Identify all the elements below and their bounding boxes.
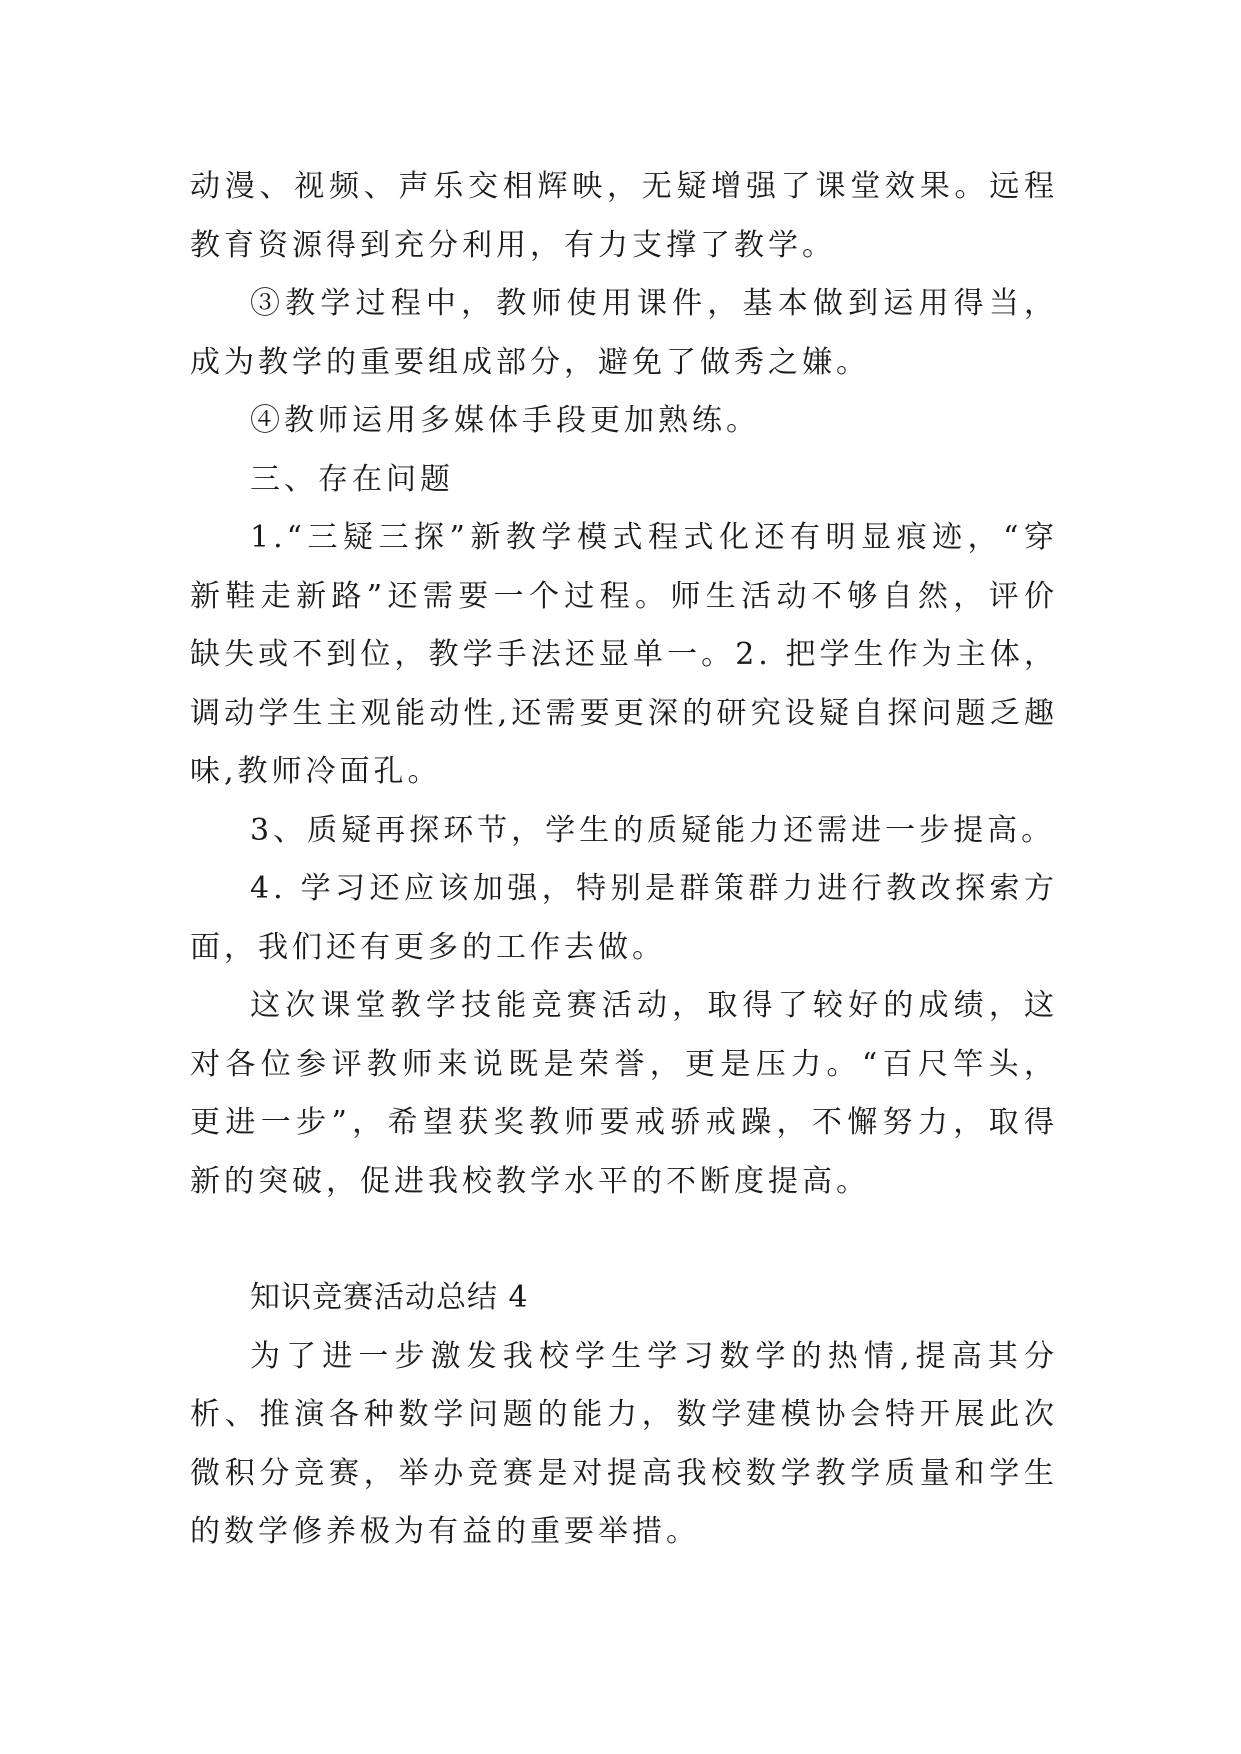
paragraph-conclusion: 这次课堂教学技能竞赛活动，取得了较好的成绩，这对各位参评教师来说既是荣誉，更是压力。“百尺竿头，更进一步”，希望获奖教师要戒骄戒躁，不懈努力，取得新的突破，促进我校教学水平的不断度提高。	[190, 988, 1058, 1199]
paragraph-courseware: ③教学过程中，教师使用课件，基本做到运用得当，成为教学的重要组成部分，避免了做秀之嫌。	[190, 286, 1058, 380]
heading-existing-problems: 三、存在问题	[250, 461, 454, 497]
document-body	[190, 158, 1058, 1562]
paragraph-continued: 动漫、视频、声乐交相辉映，无疑增强了课堂效果。远程教育资源得到充分利用，有力支撑了教学。	[190, 169, 1058, 263]
paragraph-problem-4: 4. 学习还应该加强，特别是群策群力进行教改探索方面，我们还有更多的工作去做。	[190, 871, 1058, 965]
paragraph-competition-intro: 为了进一步激发我校学生学习数学的热情,提高其分析、推演各种数学问题的能力，数学建模协会特开展此次微积分竞赛，举办竞赛是对提高我校数学教学质量和学生的数学修养极为有益的重要举措。	[190, 1338, 1058, 1549]
paragraph-problem-3: 3、质疑再探环节，学生的质疑能力还需进一步提高。	[250, 812, 1056, 848]
section-title: 知识竞赛活动总结 4	[250, 1280, 529, 1315]
paragraph-multimedia: ④教师运用多媒体手段更加熟练。	[250, 403, 760, 438]
paragraph-problem-1-2: 1.“三疑三探”新教学模式程式化还有明显痕迹，“穿新鞋走新路”还需要一个过程。师生活动不够自然，评价缺失或不到位，教学手法还显单一。2. 把学生作为主体，调动学生主观能动性,还需要更深的研究设疑自探问题乏趣味,教师冷面孔。	[190, 520, 1058, 789]
